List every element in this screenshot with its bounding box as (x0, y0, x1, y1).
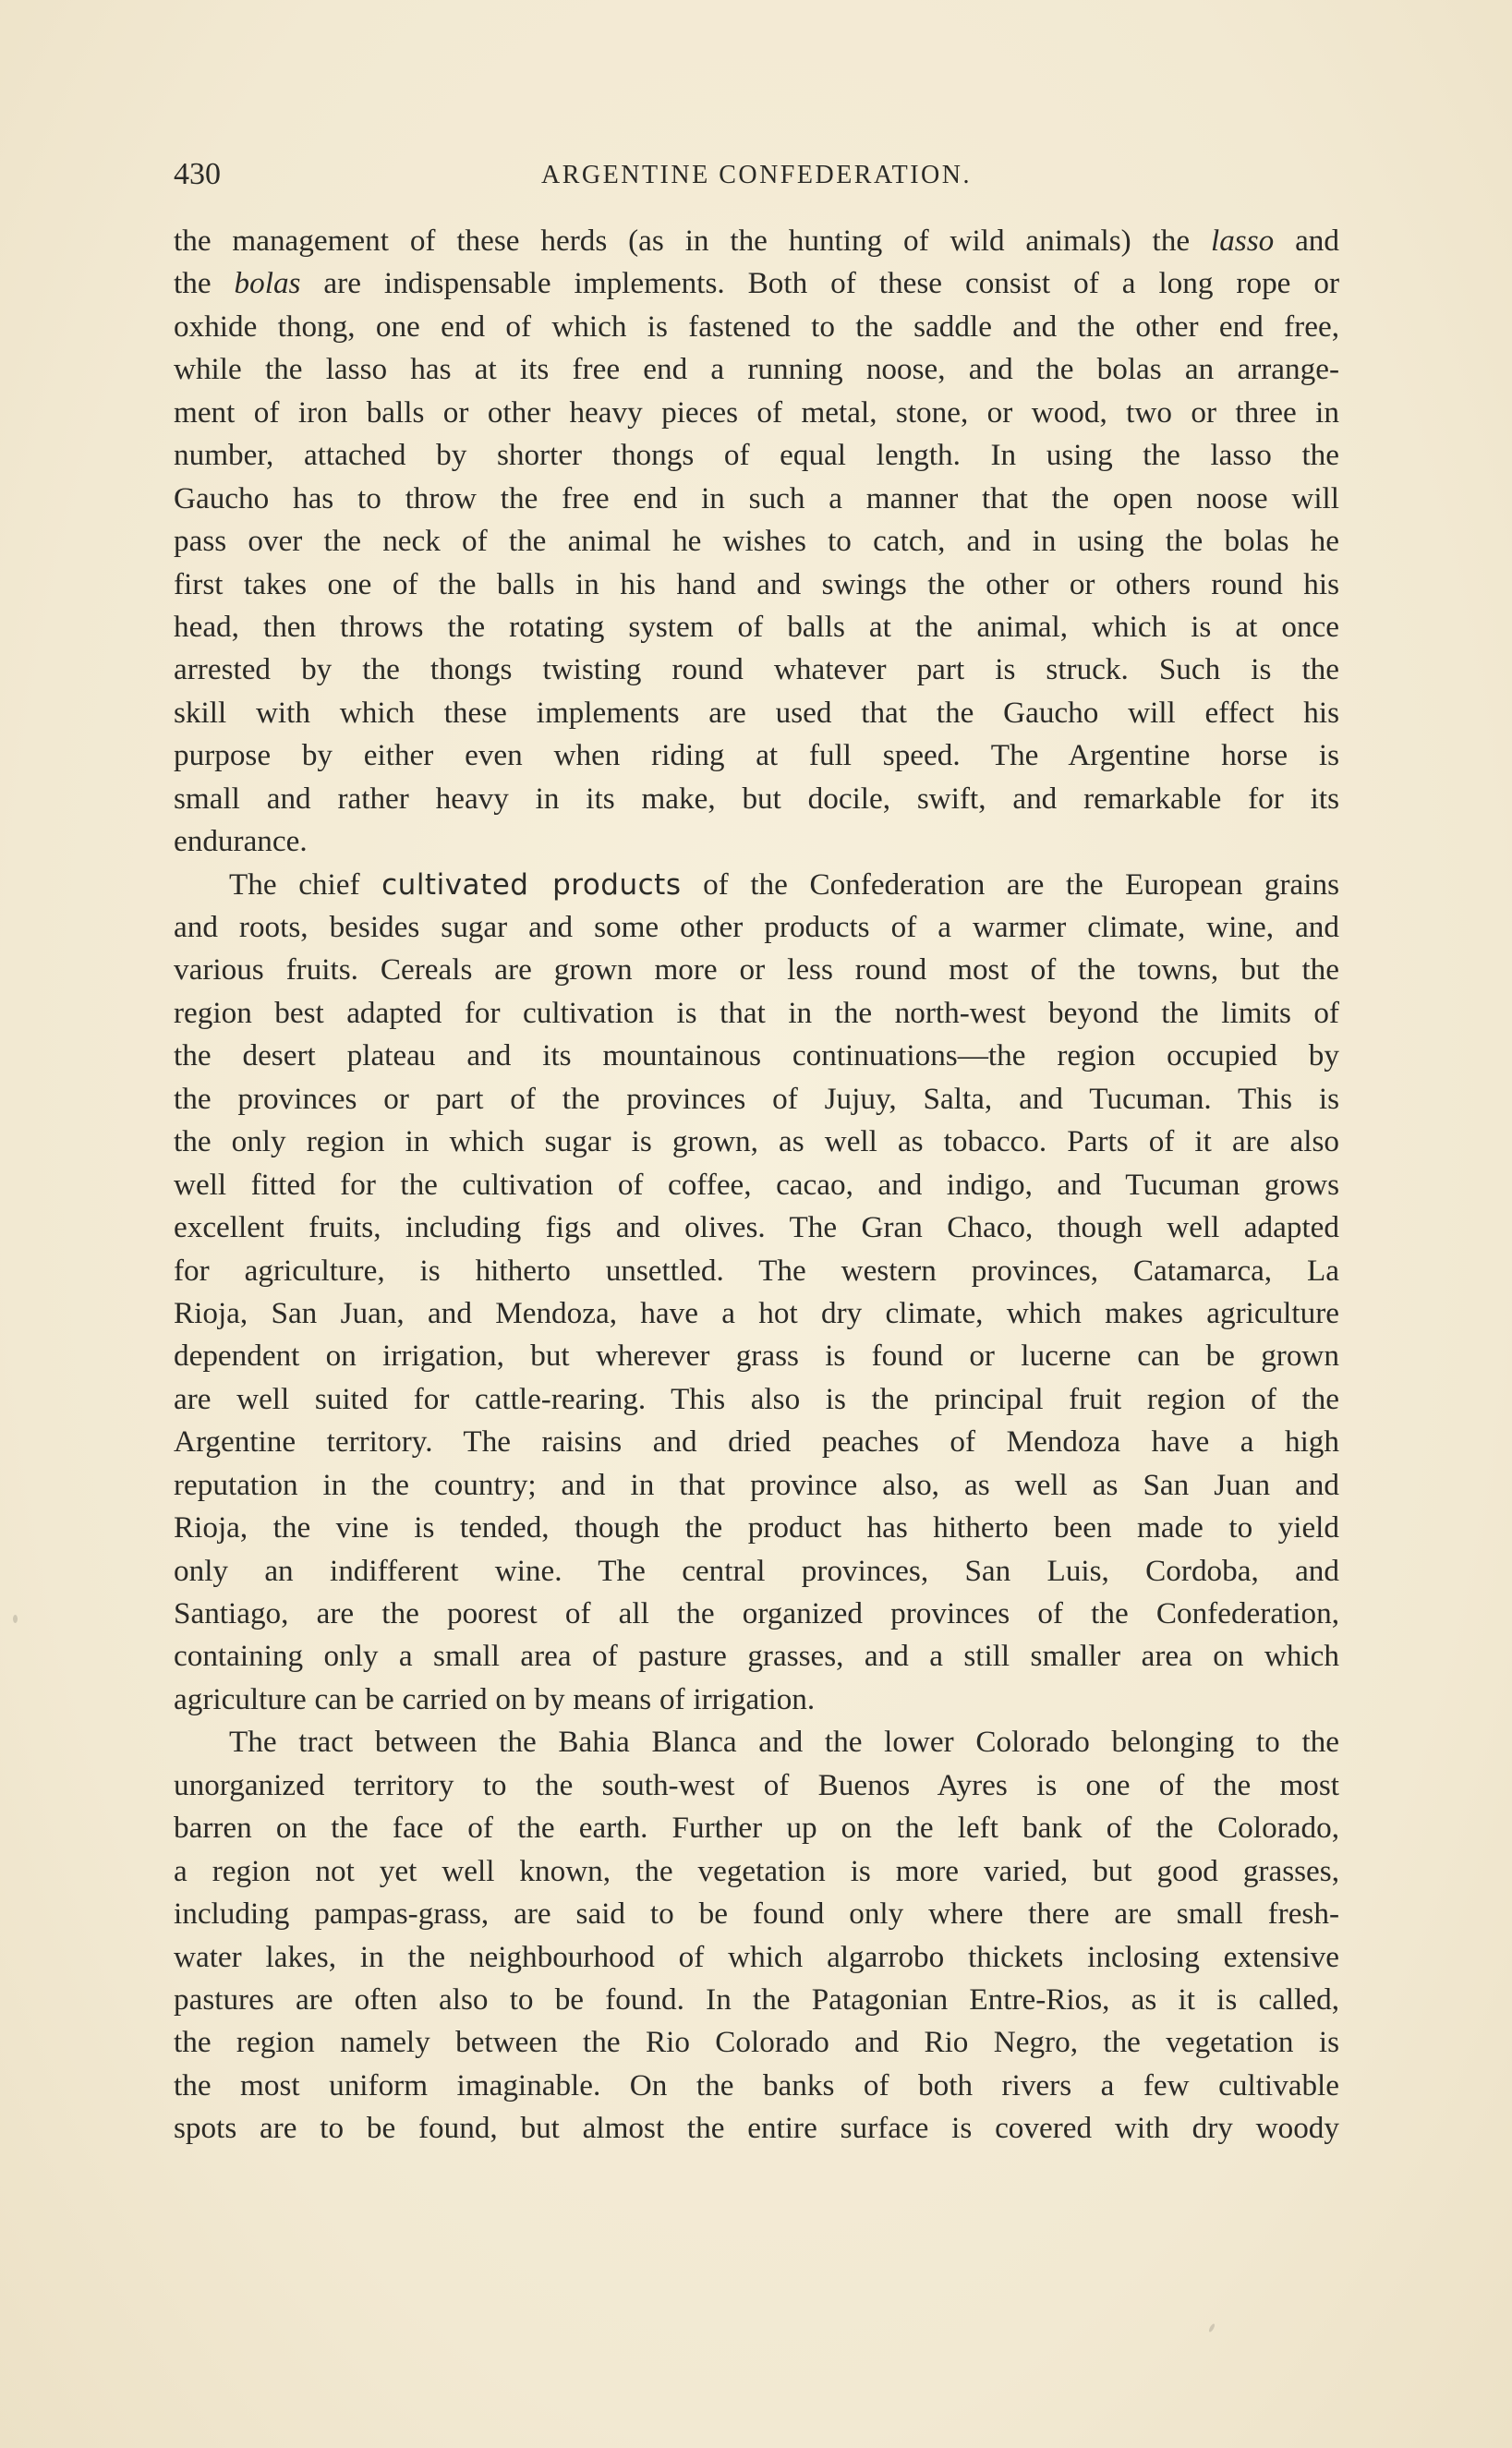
text-line (174, 1893, 1339, 1935)
text-line (174, 606, 1339, 648)
text-line (174, 1936, 1339, 1979)
text-segment: of the Confederation are the European grains (681, 866, 1339, 902)
page-header (174, 157, 1339, 194)
text-line (174, 1421, 1339, 1463)
text-line (174, 262, 1339, 305)
text-segment: while the lasso has at its free end a running noose, and the bolas an arrange- (174, 352, 1339, 387)
text-segment: a region not yet well known, the vegetation is more varied, but good grasses, (174, 1853, 1339, 1888)
text-line (174, 1035, 1339, 1077)
text-line (174, 1335, 1339, 1377)
text-segment: the (174, 266, 235, 301)
text-line (174, 2065, 1339, 2107)
text-segment: and roots, besides sugar and some other products of a warmer climate, wine, and (174, 910, 1339, 944)
text-segment: region best adapted for cultivation is that in the north-west beyond the limits of (174, 995, 1339, 1030)
text-line (174, 1721, 1339, 1763)
text-line (174, 1250, 1339, 1292)
text-segment: ment of iron balls or other heavy pieces of metal, stone, or wood, two or three in (174, 394, 1339, 430)
text-segment: containing only a small area of pasture grasses, and a still smaller area on which (174, 1639, 1339, 1674)
text-segment: including pampas-grass, are said to be found only where there are small fresh- (174, 1897, 1339, 1932)
text-segment: barren on the face of the earth. Further up on the left bank of the Colorado, (174, 1811, 1339, 1846)
text-segment: reputation in the country; and in that province also, as well as San Juan and (174, 1467, 1339, 1502)
text-line (174, 1078, 1339, 1121)
text-segment: are well suited for cattle-rearing. This also is the principal fruit region of the (174, 1381, 1339, 1416)
text-segment: Rioja, San Juan, and Mendoza, have a hot dry climate, which makes agriculture (174, 1295, 1339, 1330)
text-segment: the management of these herds (as in the hunting of wild animals) the (174, 224, 1211, 258)
text-line (174, 1507, 1339, 1549)
text-segment: pass over the neck of the animal he wishes to catch, and in using the bolas he (174, 524, 1339, 559)
text-segment: the provinces or part of the provinces of Jujuy, Salta, and Tucuman. This is (174, 1081, 1339, 1116)
text-line (174, 778, 1339, 820)
text-segment: Gaucho has to throw the free end in such a manner that the open noose will (174, 480, 1339, 515)
text-segment: unorganized territory to the south-west of Buenos Ayres is one of the most (174, 1767, 1339, 1802)
text-line (174, 734, 1339, 777)
text-segment: Rioja, the vine is tended, though the product has hitherto been made to yield (174, 1510, 1339, 1545)
text-line (174, 1764, 1339, 1807)
text-segment: Santiago, are the poorest of all the organized provinces of the Confederation, (174, 1596, 1339, 1630)
text-line (174, 348, 1339, 391)
text-segment: agriculture can be carried on by means of irrigation. (174, 1681, 816, 1716)
text-line (174, 220, 1339, 262)
paper-speck (13, 1615, 18, 1623)
italic-term: bolas (234, 266, 301, 301)
text-line (174, 306, 1339, 348)
text-line (174, 1378, 1339, 1421)
text-segment: endurance. (174, 824, 308, 859)
text-line (174, 434, 1339, 477)
text-line (174, 2107, 1339, 2150)
text-segment: The tract between the Bahia Blanca and the lower Colorado belonging to the (229, 1725, 1339, 1760)
text-line (174, 564, 1339, 606)
text-segment: the region namely between the Rio Colorado and Rio Negro, the vegetation is (174, 2025, 1339, 2060)
running-head: ARGENTINE CONFEDERATION. (541, 161, 972, 189)
text-segment: the desert plateau and its mountainous continuations—the region occupied by (174, 1038, 1339, 1073)
text-line (174, 392, 1339, 434)
text-segment: number, attached by shorter thongs of equal length. In using the lasso the (174, 438, 1339, 473)
text-line (174, 1593, 1339, 1635)
text-segment: purpose by either even when riding at full speed. The Argentine horse is (174, 738, 1339, 773)
highlighted-term: cultivated products (381, 867, 682, 902)
text-segment: various fruits. Cereals are grown more or less round most of the towns, but the (174, 952, 1339, 988)
text-segment: The chief (229, 866, 382, 902)
page-number: 430 (174, 157, 221, 191)
text-segment: water lakes, in the neighbourhood of which algarrobo thickets inclosing extensive (174, 1939, 1339, 1974)
text-segment: oxhide thong, one end of which is fastened to the saddle and the other end free, (174, 309, 1339, 344)
text-line (174, 1550, 1339, 1593)
text-line (174, 1206, 1339, 1249)
text-segment: small and rather heavy in its make, but docile, swift, and remarkable for its (174, 781, 1339, 816)
text-line (174, 1464, 1339, 1507)
text-line (174, 520, 1339, 563)
italic-term: lasso (1210, 224, 1275, 258)
body-text (174, 220, 1339, 2151)
text-segment: are indispensable implements. Both of these consist of a long rope or (300, 266, 1340, 301)
text-line (174, 648, 1339, 691)
text-segment: arrested by the thongs twisting round whatever part is struck. Such is the (174, 652, 1339, 687)
text-line (174, 820, 1339, 863)
text-line (174, 1121, 1339, 1163)
text-line (174, 906, 1339, 949)
text-line (174, 949, 1339, 991)
text-segment: only an indifferent wine. The central provinces, San Luis, Cordoba, and (174, 1553, 1339, 1588)
text-segment: head, then throws the rotating system of balls at the animal, which is at once (174, 609, 1339, 644)
text-line (174, 1807, 1339, 1849)
text-segment: excellent fruits, including figs and olives. The Gran Chaco, though well adapted (174, 1210, 1339, 1245)
text-segment: skill with which these implements are used that the Gaucho will effect his (174, 695, 1339, 730)
paper-speck (1208, 2323, 1216, 2333)
text-line (174, 1678, 1339, 1721)
text-line (174, 1292, 1339, 1335)
text-segment: pastures are often also to be found. In the Patagonian Entre-Rios, as it is called, (174, 1981, 1339, 2017)
text-line (174, 1635, 1339, 1678)
text-line (174, 1979, 1339, 2021)
text-line (174, 992, 1339, 1035)
text-line (174, 1164, 1339, 1206)
text-segment: the only region in which sugar is grown, as well as tobacco. Parts of it are also (174, 1124, 1339, 1159)
text-line (174, 864, 1339, 906)
text-line (174, 2021, 1339, 2064)
text-segment: well fitted for the cultivation of coffee, cacao, and indigo, and Tucuman grows (174, 1167, 1339, 1202)
text-segment: spots are to be found, but almost the entire surface is covered with dry woody (174, 2111, 1339, 2146)
text-line (174, 1850, 1339, 1893)
text-line (174, 478, 1339, 520)
text-segment: for agriculture, is hitherto unsettled. The western provinces, Catamarca, La (174, 1253, 1339, 1288)
text-segment: first takes one of the balls in his hand and swings the other or others round his (174, 566, 1339, 601)
text-segment: dependent on irrigation, but wherever grass is found or lucerne can be grown (174, 1339, 1339, 1374)
text-segment: the most uniform imaginable. On the banks of both rivers a few cultivable (174, 2067, 1339, 2103)
text-line (174, 692, 1339, 734)
text-segment: and (1274, 224, 1339, 258)
text-segment: Argentine territory. The raisins and dried peaches of Mendoza have a high (174, 1424, 1339, 1460)
